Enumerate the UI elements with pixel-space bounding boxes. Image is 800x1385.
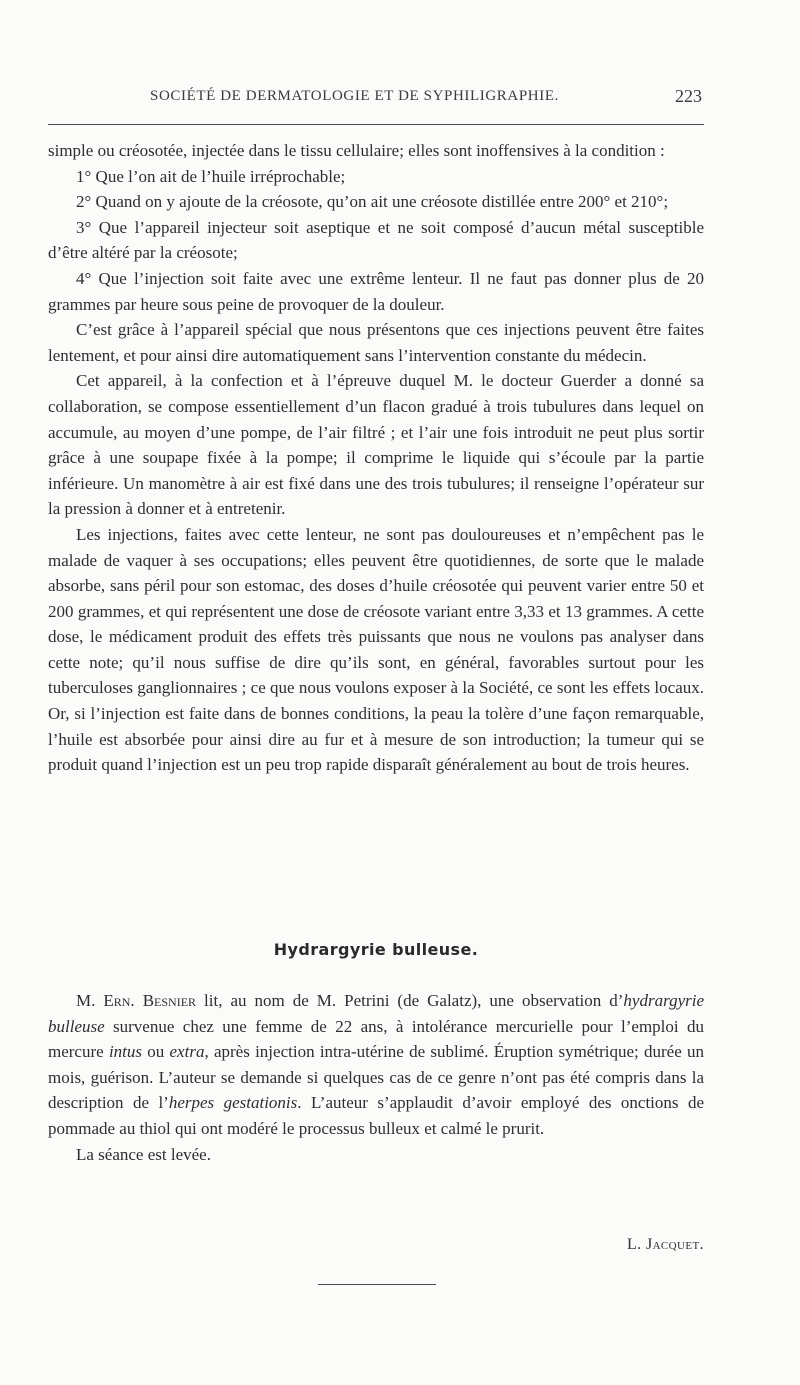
end-rule bbox=[318, 1284, 436, 1285]
text-segment: ou bbox=[142, 1042, 170, 1062]
running-head bbox=[48, 88, 704, 112]
paragraph-6: C’est grâce à l’appareil spécial que nous présentons que ces injections peuvent être faites lentement, et pour ainsi dire automatiquement sans l’intervention constante du médecin. bbox=[48, 320, 704, 365]
signature bbox=[627, 1236, 704, 1254]
italic-term: intus bbox=[108, 1042, 142, 1062]
section-heading: Hydrargyrie bulleuse. bbox=[273, 940, 479, 959]
running-title: SOCIÉTÉ DE DERMATOLOGIE ET DE SYPHILIGRAPHIE. bbox=[150, 88, 559, 104]
paragraph-2: 1° Que l’on ait de l’huile irréprochable; bbox=[76, 166, 346, 186]
italic-term: herpes gestationis bbox=[168, 1093, 298, 1113]
header-rule bbox=[48, 124, 704, 125]
signature-initial: L. bbox=[626, 1236, 646, 1253]
body-text bbox=[48, 138, 704, 778]
paragraph-1: simple ou créosotée, injectée dans le tissu cellulaire; elles sont inoffensives à la condition : bbox=[48, 141, 665, 160]
paragraph-3: 2° Quand on y ajoute de la créosote, qu’on ait une créosote distillée entre 200° et 210°; bbox=[76, 192, 669, 212]
text-segment: , après injection intra-utérine de sublimé. Éruption symétrique; durée un mois, guérison. L’auteur se demande si quelques cas de ce genre n’ont pas été compris dans la description de l’ bbox=[48, 1042, 704, 1113]
paragraph-7: Cet appareil, à la confection et à l’épreuve duquel M. le docteur Guerder a donné sa collaboration, se compose essentiellement d’un flacon gradué à trois tubulures dans lequel on accumule, au moyen d’une pompe, de l’air filtré ; et l’air une fois introduit ne peut plus sortir grâce à une soupape fixée à la pompe; il comprime le liquide qui s’écoule par la partie inférieure. Un manomètre à air est fixé dans une des trois tubulures; il renseigne l’opérateur sur la pression à donner et à entretenir. bbox=[48, 371, 704, 519]
paragraph-5: 4° Que l’injection soit faite avec une extrême lenteur. Il ne faut pas donner plus de 20 grammes par heure sous peine de provoquer de la douleur. bbox=[48, 268, 704, 314]
section-paragraph-1 bbox=[48, 988, 704, 1142]
text-segment: . L’auteur s’applaudit d’avoir employé des onctions de pommade au thiol qui ont modéré le processus bulleux et calmé le prurit. bbox=[48, 1093, 704, 1138]
text-segment: M. bbox=[76, 991, 104, 1010]
paragraph-8: Les injections, faites avec cette lenteur, ne sont pas douloureuses et n’empêchent pas le malade de vaquer à ses occupations; elles peuvent être quotidiennes, de sorte que le malade absorbe, sans péril pour son estomac, des doses d’huile créosotée qui peuvent varier entre 50 et 200 grammes, et qui représentent une dose de créosote variant entre 3,33 et 13 grammes. A cette dose, le médicament produit des effets très puissants que nous ne voulons pas analyser dans cette note; qu’il nous suffise de dire qu’ils sont, en général, favorables surtout pour les tuberculoses ganglionnaires ; ce que nous voulons exposer à la Société, ce sont les effets locaux. Or, si l’injection est faite dans de bonnes conditions, la peau la tolère d’une façon remarquable, l’huile est absorbée pour ainsi dire au fur et à mesure de son introduction; la tumeur qui se produit quand l’injection est un peu trop rapide disparaît généralement au bout de trois heures. bbox=[48, 524, 704, 775]
author-first-name: Ern. bbox=[103, 991, 135, 1010]
section-text bbox=[48, 988, 704, 1167]
author-last-name: Besnier bbox=[142, 991, 197, 1010]
page-number: 223 bbox=[675, 86, 702, 106]
section-paragraph-2: La séance est levée. bbox=[76, 1144, 211, 1164]
italic-term: extra bbox=[169, 1042, 205, 1062]
text-segment: lit, au nom de M. Petrini (de Galatz), une observation d’ bbox=[196, 991, 624, 1010]
text-segment: survenue chez une femme de 22 ans, à intolérance mercurielle pour l’emploi du mercure bbox=[48, 1016, 704, 1062]
paragraph-4: 3° Que l’appareil injecteur soit aseptique et ne soit composé d’aucun métal susceptible d’être altéré par la créosote; bbox=[48, 217, 704, 263]
signature-name: Jacquet. bbox=[645, 1236, 704, 1253]
italic-term: hydrargyrie bulleuse bbox=[48, 991, 704, 1036]
